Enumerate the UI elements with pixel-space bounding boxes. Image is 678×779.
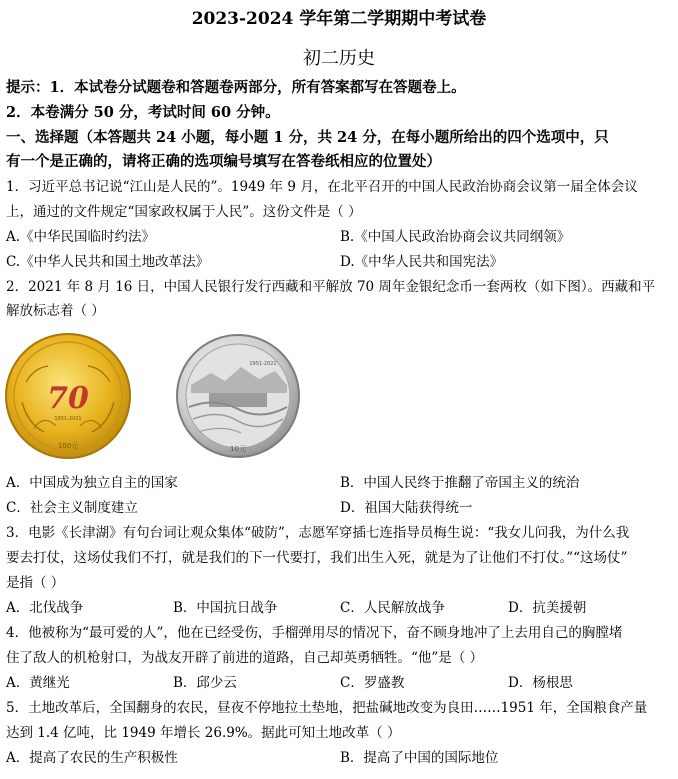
q2-option-c: C．社会主义制度建立 <box>6 500 138 516</box>
q1-stem-line-2: 上，通过的文件规定“国家政权属于人民”。这份文件是（ ） <box>6 204 362 220</box>
q4-option-c: C．罗盛教 <box>340 675 405 691</box>
q1-option-a: A.《中华民国临时约法》 <box>6 229 156 245</box>
q2-stem-line-1: 2．2021 年 8 月 16 日，中国人民银行发行西藏和平解放 70 周年金银纪念币一套两枚（如下图）。西藏和平 <box>6 279 656 295</box>
q1-option-d: D.《中华人民共和国宪法》 <box>340 254 504 270</box>
gold-coin-years: 1951-2021 <box>54 416 82 422</box>
q3-option-b: B．中国抗日战争 <box>173 600 278 616</box>
q3-option-a: A．北伐战争 <box>6 600 84 616</box>
q3-option-d: D．抗美援朝 <box>508 600 587 616</box>
q5-option-b: B．提高了中国的国际地位 <box>340 750 499 766</box>
q4-option-b: B．邱少云 <box>173 675 237 691</box>
silver-coin-years: 1951-2021 <box>249 361 277 367</box>
q3-option-c: C．人民解放战争 <box>340 600 445 616</box>
q4-stem-line-1: 4．他被称为“最可爱的人”，他在已经受伤，手榴弹用尽的情况下，奋不顾身地冲了上去用自己的胸膛堵 <box>6 625 623 641</box>
exam-subject: 初二历史 <box>303 48 375 69</box>
gold-coin-number: 70 <box>47 381 89 416</box>
q2-option-a: A．中国成为独立自主的国家 <box>6 475 178 491</box>
q1-option-c: C.《中华人民共和国土地改革法》 <box>6 254 210 270</box>
q2-option-b: B．中国人民终于推翻了帝国主义的统治 <box>340 475 580 491</box>
silver-commemorative-coin <box>175 333 301 459</box>
gold-coin-value: 100元 <box>57 442 79 450</box>
q3-stem-line-2: 要去打仗，这场仗我们不打，就是我们的下一代要打，我们出生入死，就是为了让他们不打仗。”“这场仗” <box>6 550 628 566</box>
section-heading-line-2: 有一个是正确的，请将正确的选项编号填写在答卷纸相应的位置处） <box>6 153 441 170</box>
q1-stem-line-1: 1．习近平总书记说“江山是人民的”。1949 年 9 月，在北平召开的中国人民政治协商会议第一届全体会议 <box>6 179 638 195</box>
q2-stem-line-2: 解放标志着（ ） <box>6 303 105 319</box>
q5-option-a: A．提高了农民的生产积极性 <box>6 750 178 766</box>
section-heading-line-1: 一、选择题（本答题共 24 小题，每小题 1 分，共 24 分，在每小题所给出的四个选项中，只 <box>6 129 609 146</box>
q4-option-a: A．黄继光 <box>6 675 70 691</box>
q4-stem-line-2: 住了敌人的机枪射口，为战友开辟了前进的道路，自己却英勇牺牲。“他”是（ ） <box>6 650 484 666</box>
q4-option-d: D．杨根思 <box>508 675 573 691</box>
silver-coin-value: 10元 <box>230 445 246 453</box>
q1-option-b: B.《中国人民政治协商会议共同纲领》 <box>340 229 571 245</box>
q5-stem-line-1: 5．土地改革后，全国翻身的农民，昼夜不停地拉土垫地，把盐碱地改变为良田……1951 年，全国粮食产量 <box>6 700 648 716</box>
note-line-2: 2．本卷满分 50 分，考试时间 60 分钟。 <box>6 104 280 121</box>
q3-stem-line-3: 是指（ ） <box>6 575 65 591</box>
q2-option-d: D．祖国大陆获得统一 <box>340 500 473 516</box>
q3-stem-line-1: 3．电影《长津湖》有句台词让观众集体“破防”，志愿军穿插七连指导员梅生说：“我女儿问我，为什么我 <box>6 525 630 541</box>
exam-title: 2023-2024 学年第二学期期中考试卷 <box>191 9 487 29</box>
q5-stem-line-2: 达到 1.4 亿吨，比 1949 年增长 26.9%。据此可知土地改革（ ） <box>6 725 401 741</box>
note-line-1: 提示：1．本试卷分试题卷和答题卷两部分，所有答案都写在答题卷上。 <box>6 79 466 96</box>
gold-commemorative-coin <box>4 332 132 460</box>
